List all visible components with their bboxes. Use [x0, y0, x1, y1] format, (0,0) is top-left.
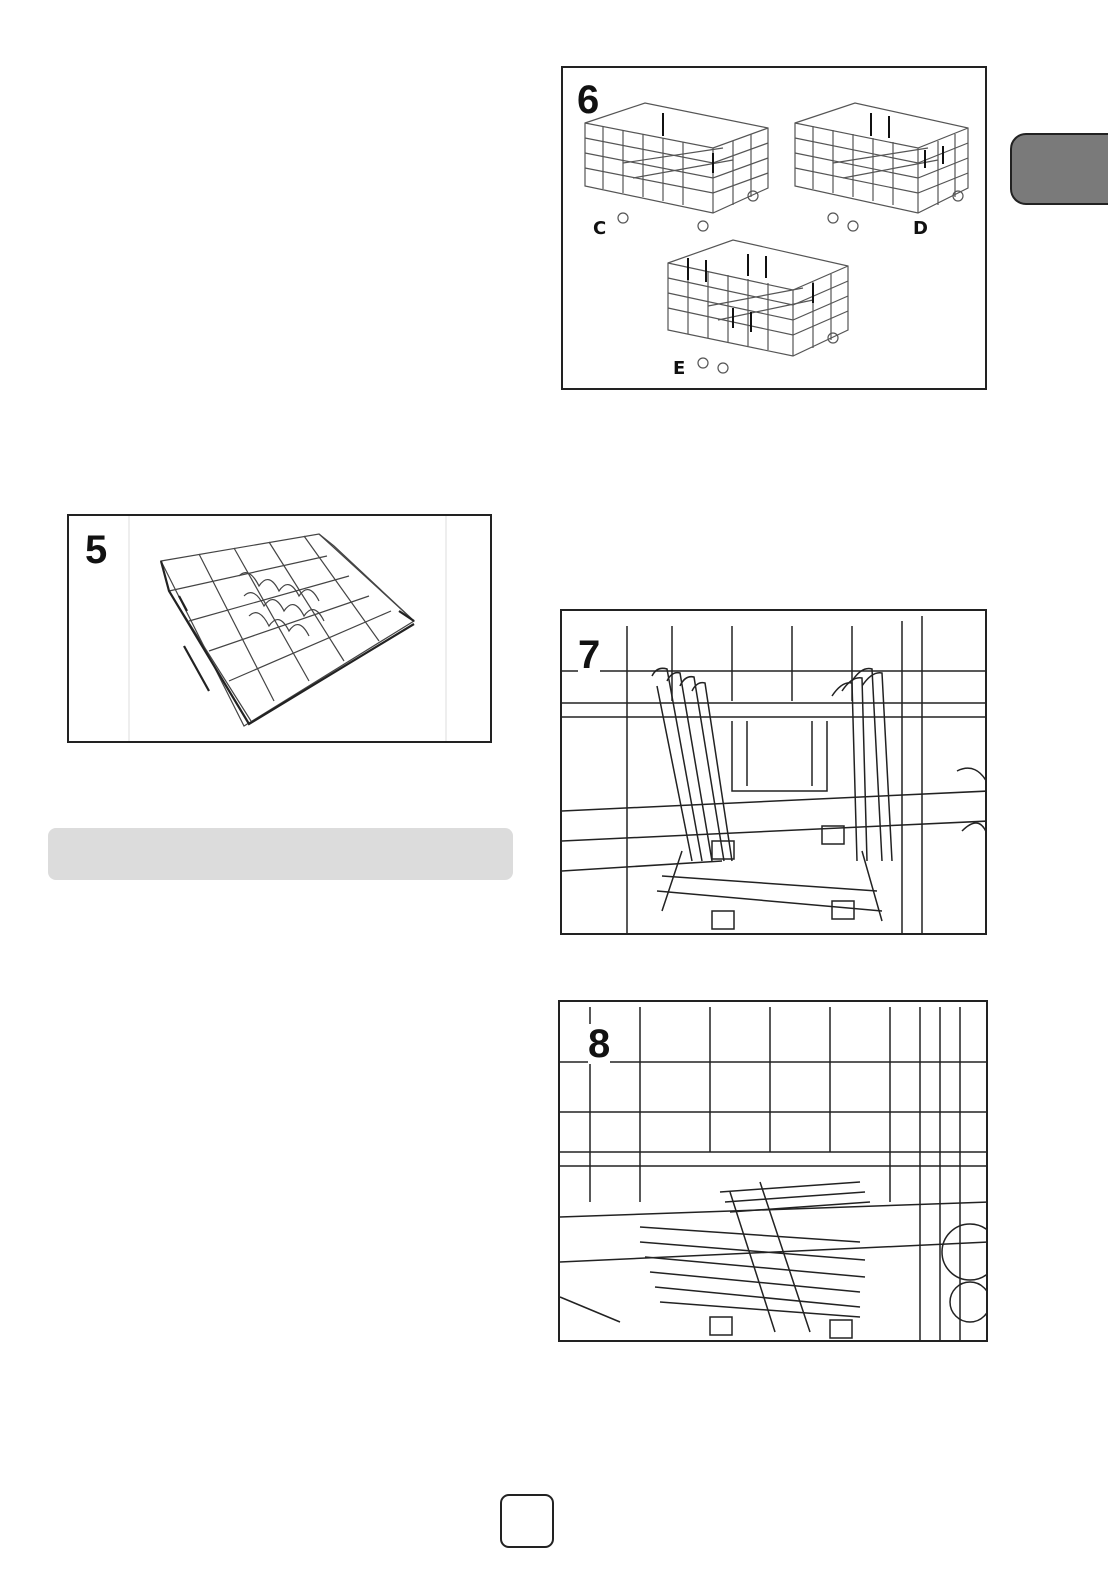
figure-number: 6 — [577, 78, 600, 122]
basket-d-illustration — [795, 103, 968, 231]
figure-5 — [67, 514, 492, 743]
figure-8 — [558, 1000, 988, 1342]
basket-c-illustration — [585, 103, 768, 231]
section-heading-bar — [48, 828, 513, 880]
basket-label-c: C — [593, 218, 607, 239]
figure-number: 5 — [85, 528, 108, 572]
lower-basket-illustration — [69, 516, 492, 743]
page-number-box — [500, 1494, 554, 1548]
folded-tines-illustration — [560, 1002, 988, 1342]
section-tab — [1010, 133, 1108, 205]
folded-plate-racks-illustration — [562, 611, 987, 935]
basket-e-illustration — [668, 240, 848, 373]
basket-label-e: E — [673, 358, 686, 379]
figure-number: 7 — [578, 633, 601, 677]
basket-label-d: D — [913, 218, 928, 239]
figure-6 — [561, 66, 987, 390]
figure-7 — [560, 609, 987, 935]
figure-number: 8 — [588, 1022, 611, 1066]
